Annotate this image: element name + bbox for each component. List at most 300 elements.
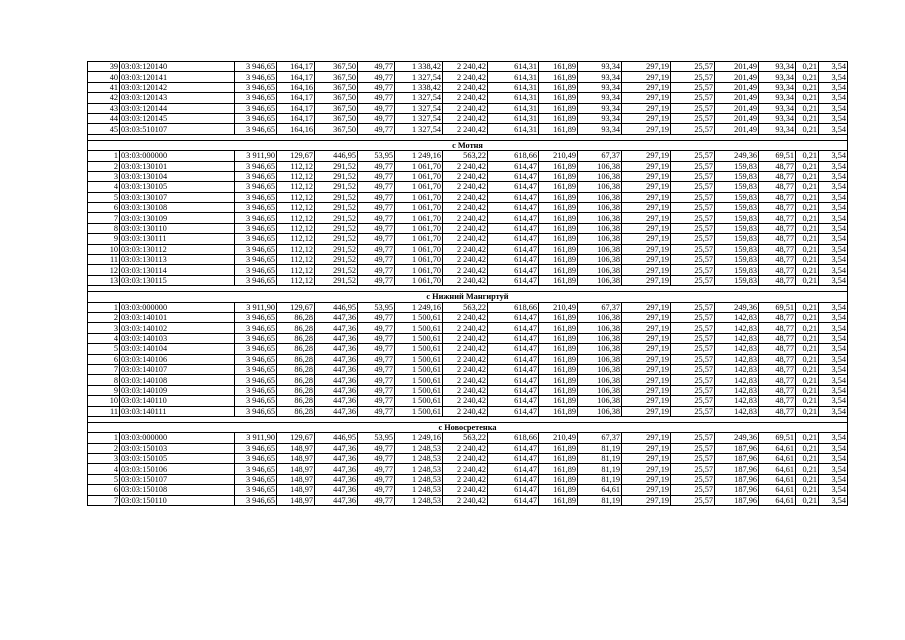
value-cell: 2 240,42 <box>443 323 488 333</box>
value-cell: 3,54 <box>819 385 848 395</box>
value-cell: 3 946,65 <box>235 474 277 484</box>
value-cell: 1 061,70 <box>395 255 443 265</box>
value-cell: 2 240,42 <box>443 223 488 233</box>
value-cell: 161,89 <box>539 454 578 464</box>
value-cell: 106,38 <box>578 244 622 254</box>
value-cell: 3,54 <box>819 62 848 72</box>
value-cell: 614,47 <box>488 364 539 374</box>
table-row <box>88 364 848 374</box>
value-cell: 67,37 <box>578 302 622 312</box>
value-cell: 297,19 <box>622 213 671 223</box>
value-cell: 106,38 <box>578 223 622 233</box>
value-cell: 2 240,42 <box>443 124 488 134</box>
value-cell: 161,89 <box>539 255 578 265</box>
value-cell: 106,38 <box>578 396 622 406</box>
value-cell: 93,34 <box>759 93 796 103</box>
value-cell: 3 946,65 <box>235 443 277 453</box>
value-cell: 0,21 <box>796 192 819 202</box>
value-cell: 187,96 <box>715 485 759 495</box>
value-cell: 0,21 <box>796 161 819 171</box>
value-cell: 0,21 <box>796 333 819 343</box>
value-cell: 49,77 <box>358 312 395 322</box>
value-cell: 297,19 <box>622 192 671 202</box>
value-cell: 2 240,42 <box>443 113 488 123</box>
value-cell: 161,89 <box>539 124 578 134</box>
value-cell: 563,22 <box>443 302 488 312</box>
cadastral-code-cell: 03:03:120145 <box>120 113 235 123</box>
value-cell: 81,19 <box>578 454 622 464</box>
value-cell: 3,54 <box>819 151 848 161</box>
value-cell: 447,36 <box>315 464 358 474</box>
row-number-cell: 8 <box>88 223 120 233</box>
table-row <box>88 333 848 343</box>
value-cell: 614,31 <box>488 62 539 72</box>
row-number-cell: 11 <box>88 255 120 265</box>
table-row <box>88 72 848 82</box>
value-cell: 1 327,54 <box>395 113 443 123</box>
value-cell: 614,47 <box>488 443 539 453</box>
value-cell: 49,77 <box>358 124 395 134</box>
value-cell: 2 240,42 <box>443 375 488 385</box>
value-cell: 25,57 <box>671 171 715 181</box>
value-cell: 3 946,65 <box>235 265 277 275</box>
value-cell: 106,38 <box>578 203 622 213</box>
value-cell: 1 338,42 <box>395 62 443 72</box>
value-cell: 1 500,61 <box>395 406 443 416</box>
section-title: с Мотня <box>88 140 848 150</box>
value-cell: 25,57 <box>671 375 715 385</box>
value-cell: 48,77 <box>759 275 796 285</box>
table-row <box>88 396 848 406</box>
cadastral-code-cell: 03:03:120142 <box>120 82 235 92</box>
value-cell: 0,21 <box>796 275 819 285</box>
value-cell: 25,57 <box>671 433 715 443</box>
value-cell: 64,61 <box>759 443 796 453</box>
value-cell: 148,97 <box>277 464 315 474</box>
value-cell: 0,21 <box>796 302 819 312</box>
value-cell: 64,61 <box>759 485 796 495</box>
table-row <box>88 203 848 213</box>
value-cell: 25,57 <box>671 406 715 416</box>
value-cell: 614,31 <box>488 103 539 113</box>
value-cell: 3 946,65 <box>235 171 277 181</box>
value-cell: 297,19 <box>622 433 671 443</box>
table-row <box>88 354 848 364</box>
value-cell: 106,38 <box>578 323 622 333</box>
value-cell: 112,12 <box>277 203 315 213</box>
value-cell: 0,21 <box>796 203 819 213</box>
row-number-cell: 4 <box>88 182 120 192</box>
cadastral-code-cell: 03:03:140101 <box>120 312 235 322</box>
value-cell: 142,83 <box>715 364 759 374</box>
value-cell: 367,50 <box>315 93 358 103</box>
value-cell: 367,50 <box>315 124 358 134</box>
value-cell: 25,57 <box>671 72 715 82</box>
value-cell: 447,36 <box>315 495 358 505</box>
value-cell: 1 500,61 <box>395 354 443 364</box>
value-cell: 164,16 <box>277 82 315 92</box>
value-cell: 3 911,90 <box>235 433 277 443</box>
value-cell: 25,57 <box>671 203 715 213</box>
value-cell: 49,77 <box>358 203 395 213</box>
value-cell: 249,36 <box>715 433 759 443</box>
value-cell: 25,57 <box>671 213 715 223</box>
value-cell: 161,89 <box>539 312 578 322</box>
value-cell: 161,89 <box>539 265 578 275</box>
value-cell: 297,19 <box>622 495 671 505</box>
table-row <box>88 454 848 464</box>
value-cell: 93,34 <box>759 72 796 82</box>
value-cell: 161,89 <box>539 192 578 202</box>
value-cell: 161,89 <box>539 354 578 364</box>
row-number-cell: 43 <box>88 103 120 113</box>
value-cell: 0,21 <box>796 396 819 406</box>
value-cell: 297,19 <box>622 485 671 495</box>
value-cell: 53,95 <box>358 433 395 443</box>
value-cell: 93,34 <box>759 113 796 123</box>
value-cell: 49,77 <box>358 213 395 223</box>
value-cell: 93,34 <box>759 103 796 113</box>
value-cell: 49,77 <box>358 182 395 192</box>
value-cell: 25,57 <box>671 474 715 484</box>
value-cell: 159,83 <box>715 203 759 213</box>
value-cell: 3,54 <box>819 182 848 192</box>
value-cell: 447,36 <box>315 406 358 416</box>
table-row <box>88 113 848 123</box>
value-cell: 48,77 <box>759 396 796 406</box>
value-cell: 3 946,65 <box>235 234 277 244</box>
value-cell: 187,96 <box>715 474 759 484</box>
value-cell: 210,49 <box>539 302 578 312</box>
value-cell: 148,97 <box>277 495 315 505</box>
row-number-cell: 9 <box>88 234 120 244</box>
value-cell: 49,77 <box>358 495 395 505</box>
value-cell: 25,57 <box>671 151 715 161</box>
value-cell: 2 240,42 <box>443 385 488 395</box>
value-cell: 3,54 <box>819 82 848 92</box>
value-cell: 201,49 <box>715 62 759 72</box>
value-cell: 161,89 <box>539 375 578 385</box>
value-cell: 3 946,65 <box>235 213 277 223</box>
row-number-cell: 6 <box>88 203 120 213</box>
value-cell: 0,21 <box>796 213 819 223</box>
value-cell: 48,77 <box>759 182 796 192</box>
value-cell: 1 500,61 <box>395 333 443 343</box>
value-cell: 161,89 <box>539 495 578 505</box>
cadastral-code-cell: 03:03:120144 <box>120 103 235 113</box>
value-cell: 3 946,65 <box>235 375 277 385</box>
value-cell: 3,54 <box>819 265 848 275</box>
value-cell: 49,77 <box>358 244 395 254</box>
value-cell: 1 500,61 <box>395 375 443 385</box>
table-row <box>88 93 848 103</box>
value-cell: 164,17 <box>277 62 315 72</box>
value-cell: 1 061,70 <box>395 203 443 213</box>
value-cell: 161,89 <box>539 485 578 495</box>
value-cell: 161,89 <box>539 234 578 244</box>
value-cell: 49,77 <box>358 474 395 484</box>
value-cell: 0,21 <box>796 354 819 364</box>
value-cell: 48,77 <box>759 354 796 364</box>
table-row <box>88 474 848 484</box>
value-cell: 2 240,42 <box>443 255 488 265</box>
value-cell: 447,36 <box>315 474 358 484</box>
value-cell: 106,38 <box>578 333 622 343</box>
value-cell: 112,12 <box>277 161 315 171</box>
value-cell: 2 240,42 <box>443 354 488 364</box>
value-cell: 614,47 <box>488 192 539 202</box>
value-cell: 447,36 <box>315 385 358 395</box>
value-cell: 159,83 <box>715 244 759 254</box>
row-number-cell: 13 <box>88 275 120 285</box>
value-cell: 563,22 <box>443 151 488 161</box>
value-cell: 0,21 <box>796 103 819 113</box>
value-cell: 129,67 <box>277 302 315 312</box>
value-cell: 25,57 <box>671 464 715 474</box>
value-cell: 297,19 <box>622 312 671 322</box>
value-cell: 49,77 <box>358 396 395 406</box>
value-cell: 618,66 <box>488 433 539 443</box>
value-cell: 161,89 <box>539 396 578 406</box>
value-cell: 3 946,65 <box>235 113 277 123</box>
value-cell: 159,83 <box>715 161 759 171</box>
table-row <box>88 464 848 474</box>
value-cell: 614,47 <box>488 495 539 505</box>
value-cell: 0,21 <box>796 454 819 464</box>
value-cell: 1 500,61 <box>395 396 443 406</box>
value-cell: 161,89 <box>539 182 578 192</box>
table-row <box>88 82 848 92</box>
value-cell: 69,51 <box>759 433 796 443</box>
value-cell: 1 061,70 <box>395 161 443 171</box>
value-cell: 161,89 <box>539 464 578 474</box>
value-cell: 3 946,65 <box>235 93 277 103</box>
value-cell: 297,19 <box>622 82 671 92</box>
value-cell: 297,19 <box>622 344 671 354</box>
cadastral-code-cell: 03:03:150103 <box>120 443 235 453</box>
value-cell: 161,89 <box>539 474 578 484</box>
value-cell: 25,57 <box>671 275 715 285</box>
value-cell: 106,38 <box>578 312 622 322</box>
value-cell: 3 946,65 <box>235 333 277 343</box>
value-cell: 297,19 <box>622 255 671 265</box>
value-cell: 0,21 <box>796 171 819 181</box>
value-cell: 49,77 <box>358 385 395 395</box>
value-cell: 3,54 <box>819 474 848 484</box>
value-cell: 201,49 <box>715 113 759 123</box>
cadastral-code-cell: 03:03:120143 <box>120 93 235 103</box>
value-cell: 297,19 <box>622 474 671 484</box>
value-cell: 25,57 <box>671 93 715 103</box>
cadastral-code-cell: 03:03:140110 <box>120 396 235 406</box>
value-cell: 2 240,42 <box>443 265 488 275</box>
value-cell: 106,38 <box>578 375 622 385</box>
value-cell: 25,57 <box>671 82 715 92</box>
value-cell: 53,95 <box>358 151 395 161</box>
value-cell: 86,28 <box>277 312 315 322</box>
row-number-cell: 2 <box>88 312 120 322</box>
value-cell: 614,47 <box>488 234 539 244</box>
row-number-cell: 41 <box>88 82 120 92</box>
value-cell: 64,61 <box>759 464 796 474</box>
value-cell: 49,77 <box>358 103 395 113</box>
value-cell: 3,54 <box>819 93 848 103</box>
value-cell: 161,89 <box>539 103 578 113</box>
value-cell: 93,34 <box>578 72 622 82</box>
row-number-cell: 3 <box>88 171 120 181</box>
value-cell: 3 946,65 <box>235 495 277 505</box>
value-cell: 1 248,53 <box>395 454 443 464</box>
value-cell: 106,38 <box>578 354 622 364</box>
value-cell: 1 500,61 <box>395 344 443 354</box>
value-cell: 0,21 <box>796 364 819 374</box>
value-cell: 3,54 <box>819 255 848 265</box>
value-cell: 291,52 <box>315 161 358 171</box>
cadastral-code-cell: 03:03:130111 <box>120 234 235 244</box>
row-number-cell: 11 <box>88 406 120 416</box>
cadastral-code-cell: 03:03:130109 <box>120 213 235 223</box>
value-cell: 3,54 <box>819 72 848 82</box>
table-row <box>88 244 848 254</box>
value-cell: 447,36 <box>315 485 358 495</box>
value-cell: 2 240,42 <box>443 234 488 244</box>
cadastral-code-cell: 03:03:130105 <box>120 182 235 192</box>
value-cell: 49,77 <box>358 72 395 82</box>
value-cell: 3 911,90 <box>235 151 277 161</box>
value-cell: 1 500,61 <box>395 312 443 322</box>
value-cell: 1 061,70 <box>395 223 443 233</box>
value-cell: 2 240,42 <box>443 406 488 416</box>
value-cell: 3 946,65 <box>235 354 277 364</box>
row-number-cell: 10 <box>88 396 120 406</box>
value-cell: 614,31 <box>488 82 539 92</box>
section-header-row <box>88 140 848 150</box>
value-cell: 297,19 <box>622 171 671 181</box>
value-cell: 86,28 <box>277 396 315 406</box>
cadastral-code-cell: 03:03:140107 <box>120 364 235 374</box>
value-cell: 446,95 <box>315 151 358 161</box>
value-cell: 49,77 <box>358 113 395 123</box>
value-cell: 614,47 <box>488 333 539 343</box>
value-cell: 3,54 <box>819 333 848 343</box>
value-cell: 49,77 <box>358 443 395 453</box>
value-cell: 112,12 <box>277 223 315 233</box>
value-cell: 0,21 <box>796 464 819 474</box>
value-cell: 93,34 <box>578 103 622 113</box>
value-cell: 142,83 <box>715 396 759 406</box>
value-cell: 25,57 <box>671 265 715 275</box>
value-cell: 3,54 <box>819 443 848 453</box>
value-cell: 210,49 <box>539 433 578 443</box>
value-cell: 25,57 <box>671 385 715 395</box>
value-cell: 1 500,61 <box>395 323 443 333</box>
value-cell: 3,54 <box>819 192 848 202</box>
value-cell: 2 240,42 <box>443 485 488 495</box>
value-cell: 614,47 <box>488 323 539 333</box>
value-cell: 0,21 <box>796 495 819 505</box>
value-cell: 48,77 <box>759 323 796 333</box>
table-row <box>88 151 848 161</box>
value-cell: 142,83 <box>715 333 759 343</box>
value-cell: 0,21 <box>796 93 819 103</box>
row-number-cell: 1 <box>88 302 120 312</box>
cadastral-code-cell: 03:03:130108 <box>120 203 235 213</box>
value-cell: 297,19 <box>622 93 671 103</box>
value-cell: 25,57 <box>671 312 715 322</box>
value-cell: 93,34 <box>759 62 796 72</box>
value-cell: 614,47 <box>488 171 539 181</box>
value-cell: 164,17 <box>277 93 315 103</box>
value-cell: 25,57 <box>671 396 715 406</box>
value-cell: 618,66 <box>488 302 539 312</box>
row-number-cell: 4 <box>88 464 120 474</box>
row-number-cell: 1 <box>88 433 120 443</box>
value-cell: 112,12 <box>277 244 315 254</box>
value-cell: 0,21 <box>796 124 819 134</box>
value-cell: 0,21 <box>796 375 819 385</box>
value-cell: 614,47 <box>488 182 539 192</box>
value-cell: 291,52 <box>315 171 358 181</box>
value-cell: 614,31 <box>488 93 539 103</box>
value-cell: 106,38 <box>578 385 622 395</box>
value-cell: 297,19 <box>622 113 671 123</box>
row-number-cell: 6 <box>88 354 120 364</box>
value-cell: 3,54 <box>819 244 848 254</box>
value-cell: 161,89 <box>539 244 578 254</box>
value-cell: 201,49 <box>715 72 759 82</box>
value-cell: 367,50 <box>315 103 358 113</box>
value-cell: 112,12 <box>277 255 315 265</box>
value-cell: 3 946,65 <box>235 192 277 202</box>
value-cell: 112,12 <box>277 192 315 202</box>
value-cell: 3,54 <box>819 234 848 244</box>
value-cell: 297,19 <box>622 302 671 312</box>
value-cell: 614,47 <box>488 375 539 385</box>
value-cell: 297,19 <box>622 454 671 464</box>
value-cell: 148,97 <box>277 443 315 453</box>
value-cell: 297,19 <box>622 234 671 244</box>
cadastral-code-cell: 03:03:140102 <box>120 323 235 333</box>
value-cell: 3,54 <box>819 171 848 181</box>
value-cell: 142,83 <box>715 406 759 416</box>
section-title: с Нижний Мангиртуй <box>88 292 848 302</box>
row-number-cell: 10 <box>88 244 120 254</box>
value-cell: 2 240,42 <box>443 213 488 223</box>
value-cell: 148,97 <box>277 485 315 495</box>
value-cell: 25,57 <box>671 113 715 123</box>
value-cell: 49,77 <box>358 406 395 416</box>
table-body <box>88 62 848 506</box>
value-cell: 187,96 <box>715 454 759 464</box>
value-cell: 48,77 <box>759 192 796 202</box>
value-cell: 3 946,65 <box>235 464 277 474</box>
value-cell: 614,47 <box>488 223 539 233</box>
value-cell: 618,66 <box>488 151 539 161</box>
value-cell: 3 946,65 <box>235 385 277 395</box>
value-cell: 2 240,42 <box>443 203 488 213</box>
table-row <box>88 234 848 244</box>
value-cell: 69,51 <box>759 151 796 161</box>
value-cell: 106,38 <box>578 275 622 285</box>
value-cell: 93,34 <box>578 82 622 92</box>
value-cell: 2 240,42 <box>443 396 488 406</box>
cadastral-code-cell: 03:03:150107 <box>120 474 235 484</box>
value-cell: 0,21 <box>796 344 819 354</box>
value-cell: 297,19 <box>622 62 671 72</box>
value-cell: 291,52 <box>315 234 358 244</box>
value-cell: 2 240,42 <box>443 454 488 464</box>
value-cell: 1 061,70 <box>395 234 443 244</box>
